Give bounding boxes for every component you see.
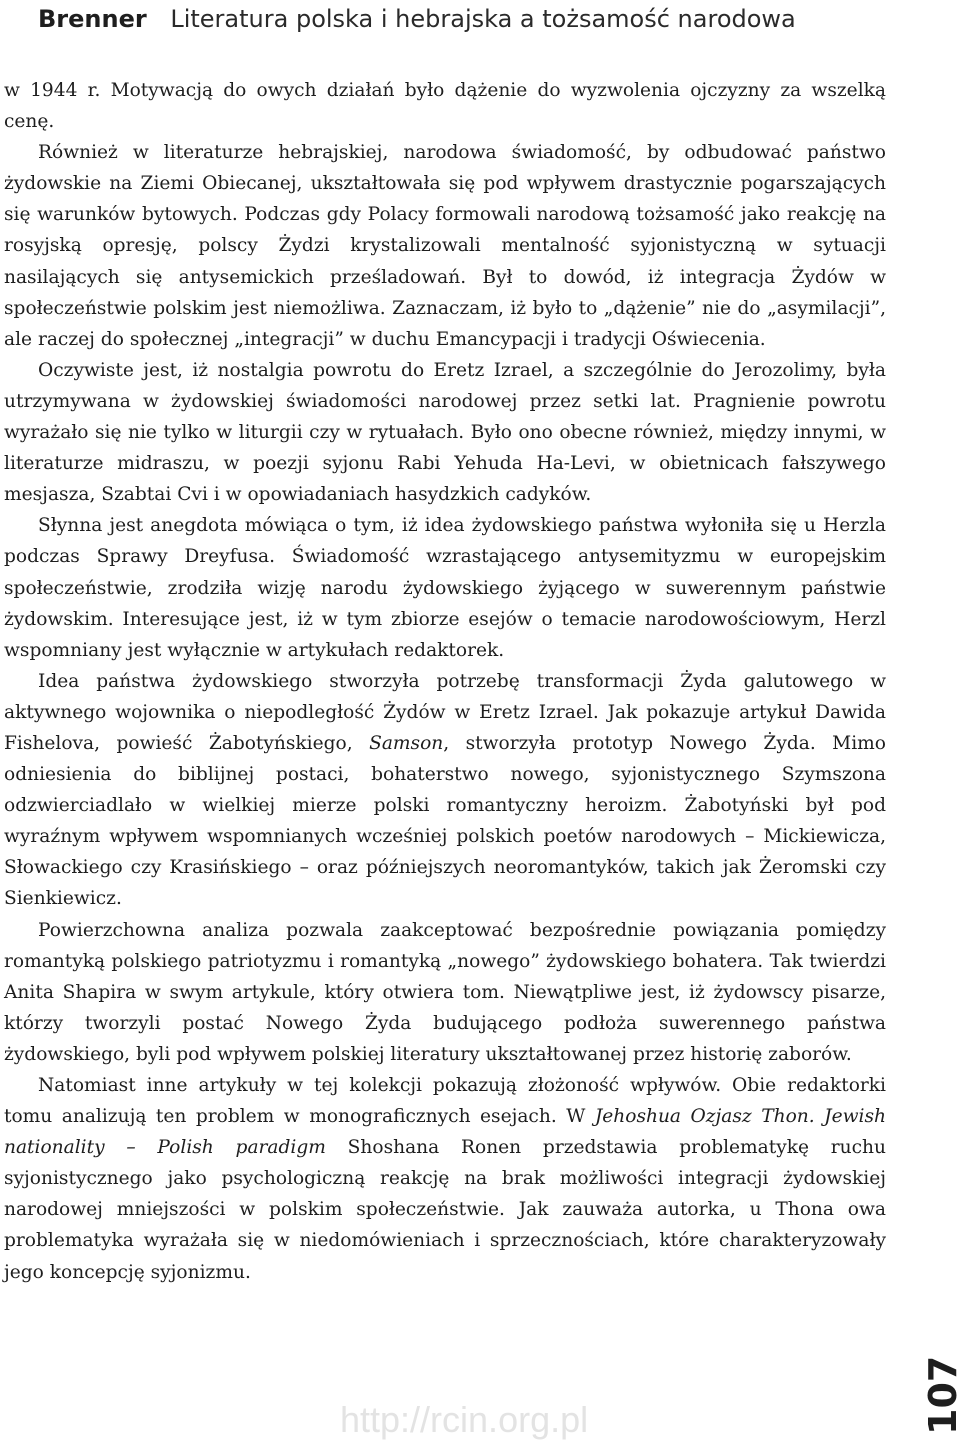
paragraph-text: Idea państwa żydowskiego stworzyła potrzebę transformacji Żyda galutowego w aktywnego wojownika o niepodległość Żydów w Eretz Izrael. Jak pokazuje artykuł Dawida Fishelova, powieść Żabotyńskiego, [4, 670, 886, 754]
paragraph-text: Również w literaturze hebrajskiej, narodowa świadomość, by odbudować państwo żydowskie na Ziemi Obiecanej, ukształtowała się pod wpływem drastycznie pogarszających się warunków bytowych. Podczas gdy Polacy formowali narodową tożsamość jako reakcję na rosyjską opresję, polscy Żydzi krystalizowali mentalność syjonistyczną w sytuacji nasilających się antysemickich prześladowań. Był to dowód, iż integracja Żydów w społeczeństwie polskim jest niemożliwa. Zaznaczam, iż było to „dążenie” nie do „asymilacji”, ale raczej do społecznej „integracji” w duchu Emancypacji i tradycji Oświecenia. [4, 142, 886, 350]
watermark: http://rcin.org.pl [340, 1399, 589, 1440]
body-text [4, 75, 886, 1288]
paragraph-text: Oczywiste jest, iż nostalgia powrotu do Eretz Izrael, a szczególnie do Jerozolimy, była utrzymywana w żydowskiej świadomości narodowej przez setki lat. Pragnienie powrotu wyrażało się nie tylko w liturgii czy w rytuałach. Było ono obecne również, między innymi, w literaturze midraszu, w poezji syjonu Rabi Yehuda Ha-Levi, w obietnicach fałszywego mesjasza, Szabtai Cvi i w opowiadaniach hasydzkich cadyków. [4, 359, 886, 506]
paragraph-text: Natomiast inne artykuły w tej kolekcji pokazują złożoność wpływów. Obie redaktorki tomu analizują ten problem w monograficznych esejach. W [4, 1075, 886, 1128]
running-header [38, 4, 938, 36]
header-author: Brenner [38, 5, 147, 33]
paragraph [4, 915, 886, 1070]
paragraph-text: Słynna jest anegdota mówiąca o tym, iż idea żydowskiego państwa wyłoniła się u Herzla podczas Sprawy Dreyfusa. Świadomość wzrastającego antysemityzmu w europejskim społeczeństwie, zrodziła wizję narodu żydowskiego żyjącego w suwerennym państwie żydowskim. Interesujące jest, iż w tym zbiorze esejów o temacie narodowościowym, Herzl wspomniany jest wyłącznie w artykułach redaktorek. [4, 515, 886, 661]
paragraph [4, 510, 886, 665]
page-number: 107 [921, 1355, 965, 1435]
paragraph-text: Shoshana Ronen przedstawia problematykę ruchu syjonistycznego jako psychologiczną reakcję na brak możliwości integracji żydowskiej narodowej mniejszości w polskim społeczeństwie. Jak zauważa autorka, u Thona owa problematyka wyrażała się w niedomówieniach i sprzecznościach, które charakteryzowały jego koncepcję syjonizmu. [4, 1137, 887, 1283]
paragraph [4, 666, 886, 915]
paragraph-text: w 1944 r. Motywacją do owych działań było dążenie do wyzwolenia ojczyzny za wszelką cenę. [4, 80, 886, 133]
paragraph [4, 137, 886, 355]
paragraph-text: , stworzyła prototyp Nowego Żyda. Mimo odniesienia do biblijnej postaci, bohaterstwo nowego, syjonistycznego Szymszona odzwierciadlało w wielkiej mierze polski romantyczny heroizm. Żabotyński był pod wyraźnym wpływem wspomnianych wcześniej polskich poetów narodowych – Mickiewicza, Słowackiego czy Krasińskiego – oraz późniejszych neoromantyków, takich jak Żeromski czy Sienkiewicz. [4, 732, 886, 910]
paragraph [4, 1070, 886, 1288]
italic-title: Samson [369, 732, 444, 754]
paragraph [4, 75, 886, 137]
paragraph-text: Powierzchowna analiza pozwala zaakceptować bezpośrednie powiązania pomiędzy romantyką polskiego patriotyzmu i romantyką „nowego” żydowskiego bohatera. Tak twierdzi Anita Shapira w swym artykule, który otwiera tom. Niewątpliwe jest, iż żydowscy pisarze, którzy tworzyli postać Nowego Żyda budującego podłoża suwerennego państwa żydowskiego, byli pod wpływem polskiej literatury ukształtowanej przez historię zaborów. [4, 919, 886, 1065]
paragraph [4, 355, 886, 510]
italic-title: Jehoshua Ozjasz Thon. Jewish nationality – Polish paradigm [4, 1106, 886, 1159]
header-title: Literatura polska i hebrajska a tożsamość narodowa [170, 5, 796, 33]
